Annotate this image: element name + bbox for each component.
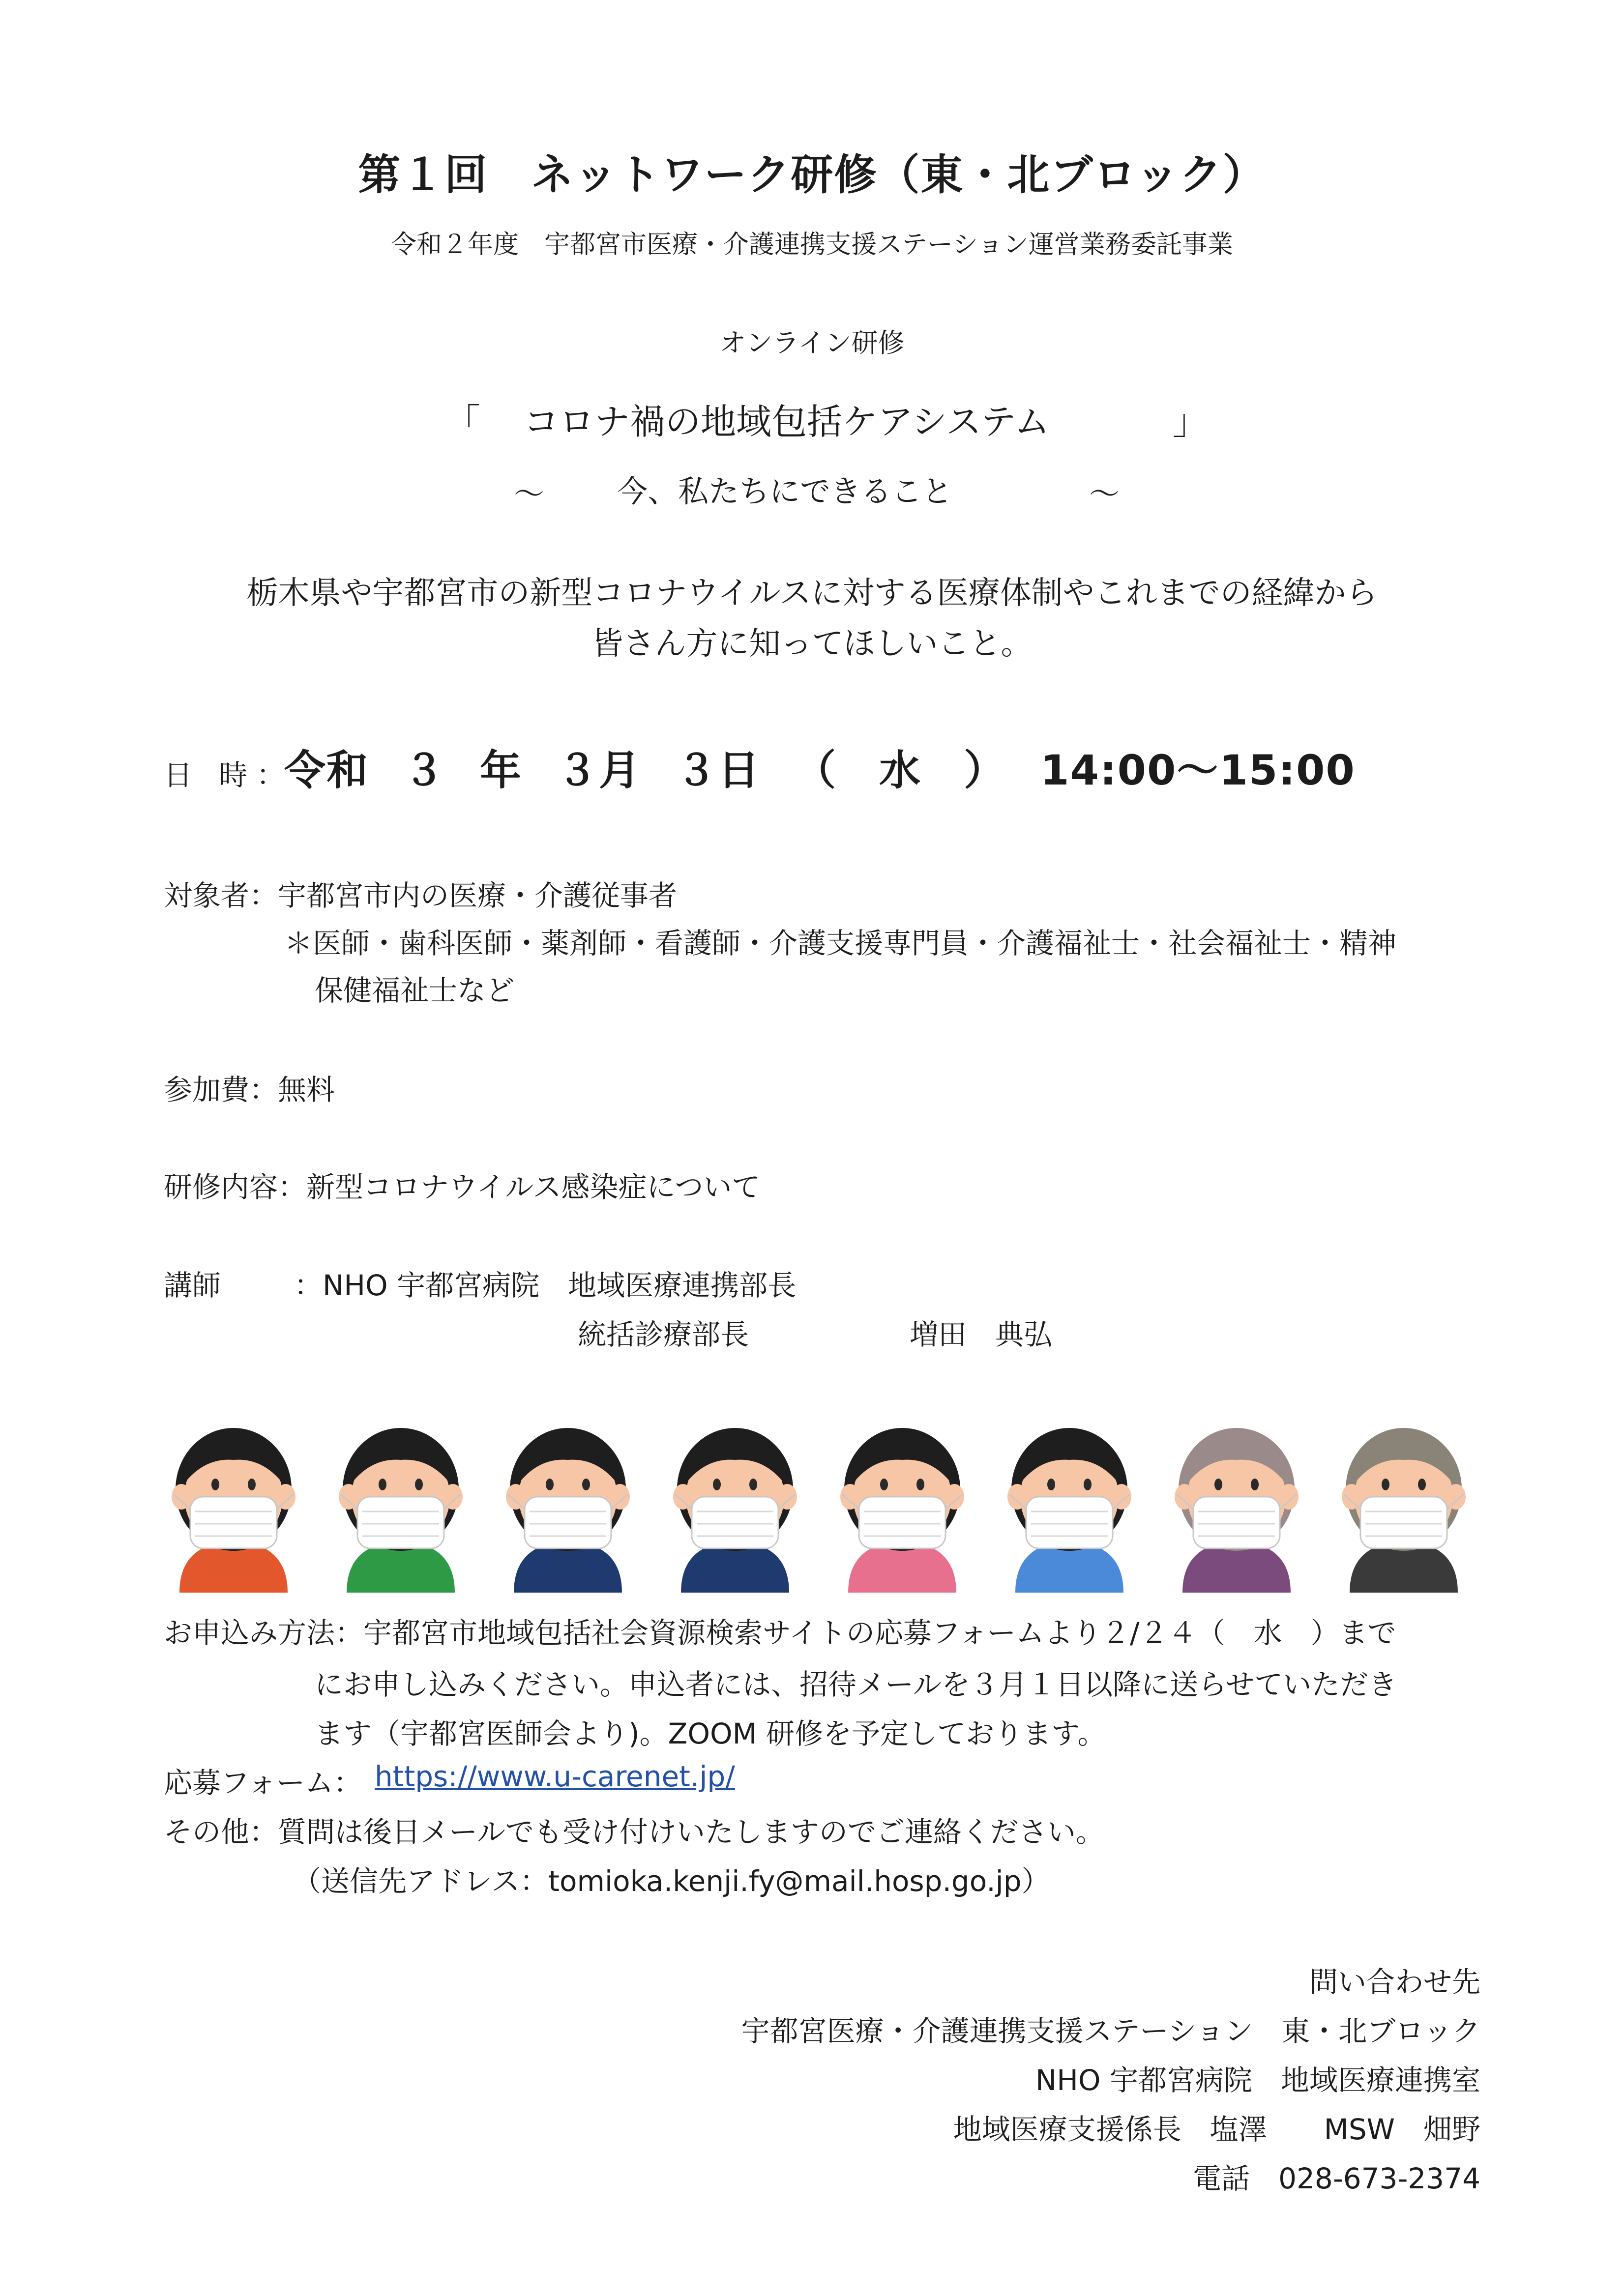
apply-line-2: にお申し込みください。申込者には、招待メールを３月１日以降に送らせていただき bbox=[315, 1668, 1397, 1701]
date-year-unit: 年 bbox=[480, 746, 523, 794]
training-format: オンライン研修 bbox=[719, 327, 905, 358]
masked-people-illustration bbox=[165, 1411, 1492, 1593]
masked-person-icon bbox=[165, 1411, 302, 1593]
date-weekday: （ 水 ） bbox=[795, 746, 1006, 794]
target-line-3: 保健福祉士など bbox=[315, 974, 515, 1007]
date-day: ３日 bbox=[676, 746, 761, 794]
date-value bbox=[284, 737, 1356, 797]
date-label: 日 時： bbox=[164, 758, 294, 792]
theme-title: コロナ禍の地域包括ケアシステム bbox=[524, 401, 1050, 442]
contact-org: 宇都宮医療・介護連携支援ステーション 東・北ブロック bbox=[741, 2014, 1480, 2048]
form-label: 応募フォーム： bbox=[164, 1766, 362, 1800]
masked-person-icon bbox=[1335, 1411, 1473, 1593]
tilde-left: ～ bbox=[514, 476, 545, 512]
date-time: 14:00～15:00 bbox=[1040, 746, 1356, 794]
form-link[interactable]: https://www.u-carenet.jp/ bbox=[375, 1760, 735, 1793]
apply-line-3: ます（宇都宮医師会より)。ZOOM 研修を予定しております。 bbox=[315, 1717, 1106, 1750]
date-year: ３ bbox=[403, 746, 446, 794]
lecturer-label: 講師 bbox=[164, 1269, 221, 1302]
other-line-1: その他：質問は後日メールでも受け付けいたしますのでご連絡ください。 bbox=[164, 1815, 1104, 1849]
page-title: 第１回 ネットワーク研修（東・北ブロック） bbox=[358, 150, 1266, 200]
contact-heading: 問い合わせ先 bbox=[1309, 1965, 1480, 1999]
contact-staff: 地域医療支援係長 塩澤 MSW 畑野 bbox=[953, 2113, 1480, 2146]
target-line-1: 対象者：宇都宮市内の医療・介護従事者 bbox=[164, 879, 678, 912]
page-subtitle: 令和２年度 宇都宮市医療・介護連携支援ステーション運営業務委託事業 bbox=[391, 230, 1233, 260]
masked-person-icon bbox=[1001, 1411, 1138, 1593]
masked-person-icon bbox=[833, 1411, 971, 1593]
theme-subtitle: 今、私たちにできること bbox=[617, 473, 953, 509]
lecturer-name: 増田 典弘 bbox=[910, 1318, 1053, 1351]
other-line-2: （送信先アドレス：tomioka.kenji.fy@mail.hosp.go.jp） bbox=[293, 1864, 1050, 1898]
date-era: 令和 bbox=[284, 746, 369, 794]
contact-dept: NHO 宇都宮病院 地域医療連携室 bbox=[1035, 2063, 1480, 2097]
masked-person-icon bbox=[1168, 1411, 1305, 1593]
lead-line-1: 栃木県や宇都宮市の新型コロナウイルスに対する医療体制やこれまでの経緯から bbox=[246, 575, 1378, 611]
lead-line-2: 皆さん方に知ってほしいこと。 bbox=[591, 626, 1033, 662]
open-bracket: 「 bbox=[445, 401, 481, 442]
tilde-right: ～ bbox=[1089, 476, 1120, 512]
fee: 参加費：無料 bbox=[164, 1073, 335, 1106]
lecturer-line-2: 統括診療部長 bbox=[578, 1318, 749, 1351]
date-month: ３月 bbox=[557, 746, 642, 794]
lecturer-line-1: ：NHO 宇都宮病院 地域医療連携部長 bbox=[294, 1269, 797, 1302]
target-line-2: ＊医師・歯科医師・薬剤師・看護師・介護支援専門員・介護福祉士・社会福祉士・精神 bbox=[284, 927, 1397, 960]
masked-person-icon bbox=[666, 1411, 804, 1593]
masked-person-icon bbox=[499, 1411, 637, 1593]
close-bracket: 」 bbox=[1173, 401, 1209, 442]
contact-phone: 電話 028-673-2374 bbox=[1193, 2162, 1480, 2195]
apply-line-1: お申込み方法：宇都宮市地域包括社会資源検索サイトの応募フォームより２/２４（ 水 ）まで bbox=[164, 1616, 1396, 1650]
training-content: 研修内容：新型コロナウイルス感染症について bbox=[164, 1170, 761, 1204]
masked-person-icon bbox=[332, 1411, 470, 1593]
